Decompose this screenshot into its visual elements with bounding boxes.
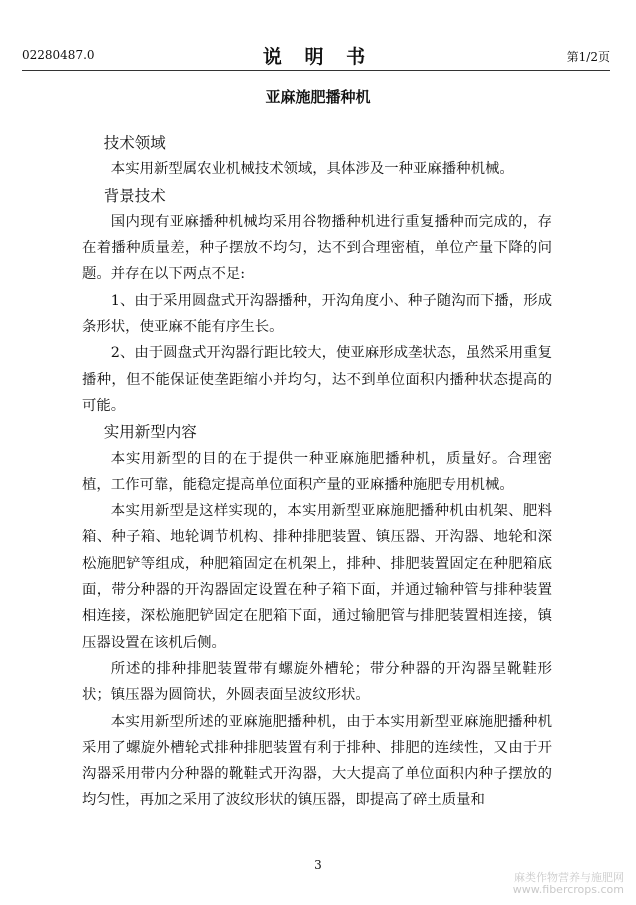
watermark: [513, 872, 624, 896]
document-body: [82, 130, 552, 814]
paragraph: 所述的排种排肥装置带有螺旋外槽轮；带分种器的开沟器呈靴鞋形状；镇压器为圆筒状，外圆表面呈波纹形状。: [82, 660, 552, 704]
doc-number: 02280487.0: [22, 48, 95, 62]
paragraph: 1、由于采用圆盘式开沟器播种，开沟角度小、种子随沟而下播，形成条形状，使亚麻不能有序生长。: [82, 292, 552, 336]
page-info: 第1/2页: [566, 50, 610, 64]
section-heading: 背景技术: [103, 186, 166, 205]
paragraph: 本实用新型的目的在于提供一种亚麻施肥播种机，质量好。合理密植，工作可靠，能稳定提高单位面积产量的亚麻播种施肥专用机械。: [82, 450, 552, 493]
section-heading: 实用新型内容: [103, 423, 197, 442]
paragraph: 本实用新型是这样实现的，本实用新型亚麻施肥播种机由机架、肥料箱、种子箱、地轮调节机构、排种排肥装置、镇压器、开沟器、地轮和深松施肥铲等组成，种肥箱固定在机架上，排种、排肥装置固定在种肥箱底面，带分种器的开沟器固定设置在种子箱下面，并通过输种管与排种装置相连接，深松施肥铲固定在肥箱下面，通过输肥管与排肥装置相连接，镇压器设置在该机后侧。: [82, 503, 552, 651]
paragraph: 本实用新型所述的亚麻施肥播种机，由于本实用新型亚麻施肥播种机采用了螺旋外槽轮式排种排肥装置有利于排种、排肥的连续性，又由于开沟器采用带内分种器的靴鞋式开沟器，大大提高了单位面积内种子摆放的均匀性，再加之采用了波纹形状的镇压器，即提高了碎土质量和: [82, 713, 552, 809]
doc-type: 说 明 书: [262, 46, 374, 68]
paragraph: 国内现有亚麻播种机械均采用谷物播种机进行重复播种而完成的，存在着播种质量差，种子摆放不均匀，达不到合理密植，单位产量下降的问题。并存在以下两点不足:: [82, 213, 552, 283]
section-heading: 技术领域: [103, 134, 166, 152]
watermark-line: 麻类作物营养与施肥网: [514, 871, 624, 884]
watermark-line: www.fibercrops.com: [512, 883, 624, 896]
header-rule: [22, 70, 610, 71]
document-title: 亚麻施肥播种机: [265, 88, 371, 106]
paragraph: 2、由于圆盘式开沟器行距比较大，使亚麻形成垄状态，虽然采用重复播种，但不能保证使垄距缩小并均匀，达不到单位面积内播种状态提高的可能。: [82, 345, 552, 414]
page-number: 3: [314, 858, 322, 872]
paragraph: 本实用新型属农业机械技术领域，具体涉及一种亚麻播种机械。: [110, 161, 514, 178]
